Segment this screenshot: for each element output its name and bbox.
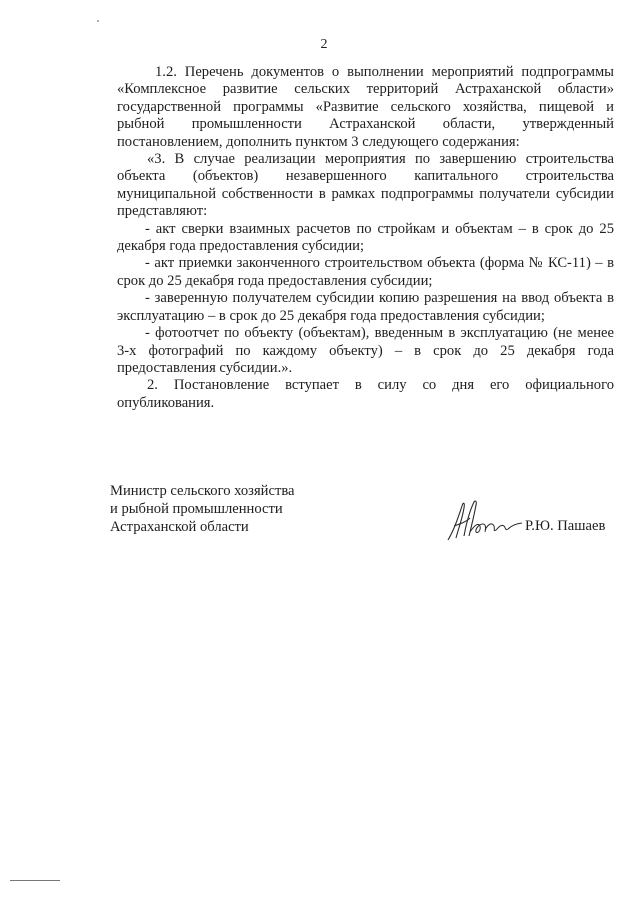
signatory-position-line: и рыбной промышленности xyxy=(110,501,283,517)
list-item-acceptance-act: - акт приемки законченного строительством объекта (форма № КС-11) – в срок до 25 декабря года предоставления субсидии; xyxy=(117,255,614,289)
list-item-commissioning-permit: - заверенную получателем субсидии копию разрешения на ввод объекта в эксплуатацию – в срок до 25 декабря года предоставления субсидии; xyxy=(117,290,614,324)
paragraph-item-3: «3. В случае реализации мероприятия по завершению строительства объекта (объектов) незавершенного капитального строительства муниципальной собственности в рамках подпрограммы получатели субсидии представляют: xyxy=(117,151,614,220)
signatory-position-line: Астраханской области xyxy=(110,519,249,535)
document-body xyxy=(117,64,614,412)
scan-artifact xyxy=(97,20,99,22)
signatory-position-line: Министр сельского хозяйства xyxy=(110,483,295,499)
signatory-position xyxy=(110,482,295,536)
paragraph-1-2: 1.2. Перечень документов о выполнении мероприятий подпрограммы «Комплексное развитие сельских территорий Астраханской области» государственной программы «Развитие сельского хозяйства, пищевой и рыбной промышленности Астраханской области, утвержденный постановлением, дополнить пунктом 3 следующего содержания: xyxy=(117,64,614,150)
handwritten-signature xyxy=(444,496,524,544)
list-item-reconciliation-act: - акт сверки взаимных расчетов по стройкам и объектам – в срок до 25 декабря года предоставления субсидии; xyxy=(117,220,614,255)
list-item-photo-report: - фотоотчет по объекту (объектам), введенным в эксплуатацию (не менее 3-х фотографий по каждому объекту) – в срок до 25 декабря года предоставления субсидии.». xyxy=(117,325,614,376)
signatory-name: Р.Ю. Пашаев xyxy=(525,518,606,534)
paragraph-2-entry-into-force: 2. Постановление вступает в силу со дня его официального опубликования. xyxy=(117,377,614,411)
page-number: 2 xyxy=(320,37,328,52)
footer-rule xyxy=(10,880,60,881)
